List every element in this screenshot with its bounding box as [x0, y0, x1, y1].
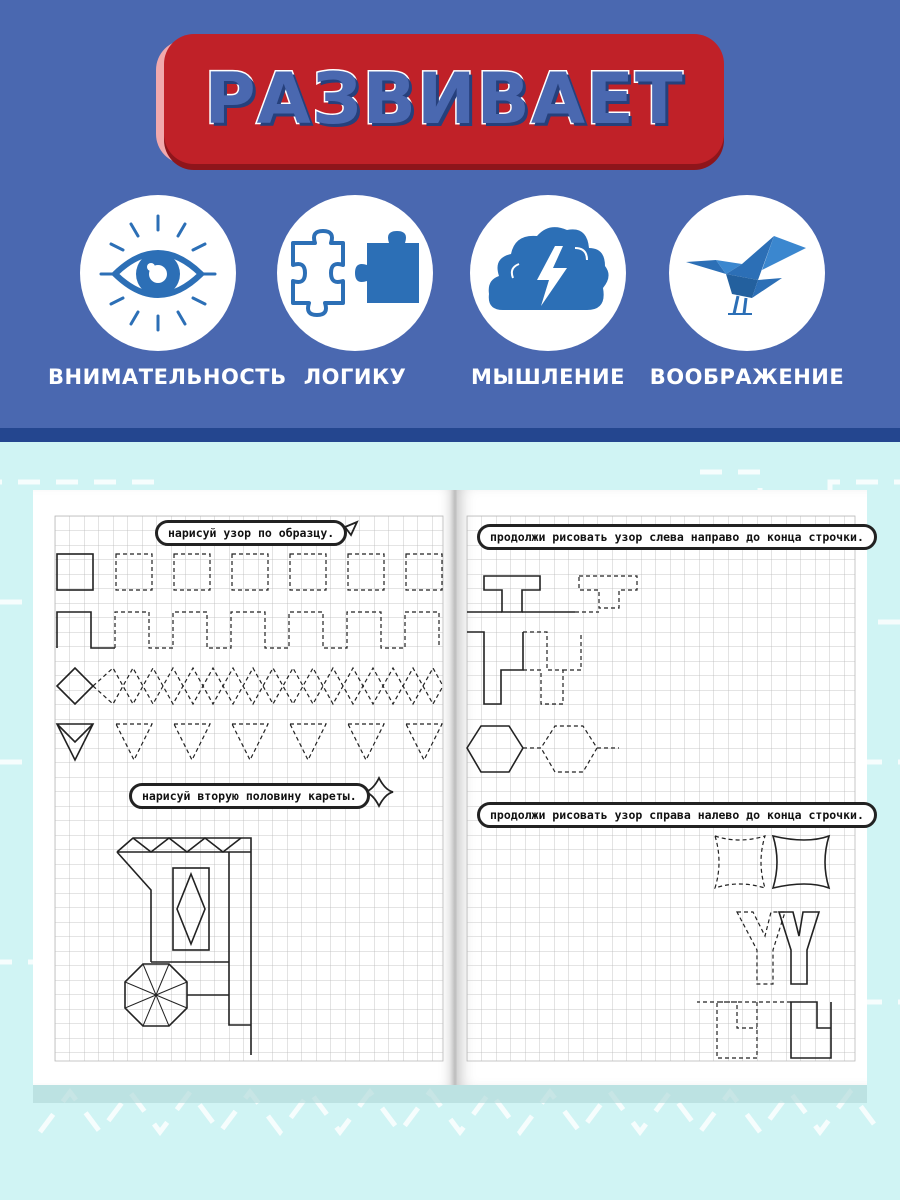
open-workbook — [33, 490, 867, 1085]
feature-imagination — [637, 195, 857, 405]
header-divider — [0, 428, 900, 442]
cloud-lightning-icon — [483, 218, 613, 328]
origami-bird-icon — [682, 218, 812, 328]
right-task-1: продолжи рисовать узор слева направо до конца строчки. — [477, 524, 877, 550]
right-page — [457, 490, 867, 1085]
feature-label: ЛОГИКУ — [303, 365, 407, 389]
book-shadow — [33, 1085, 867, 1103]
left-page — [33, 490, 453, 1085]
feature-label: ВНИМАТЕЛЬНОСТЬ — [48, 365, 287, 389]
feature-label: ВООБРАЖЕНИЕ — [649, 365, 845, 389]
puzzle-icon — [285, 223, 425, 323]
feature-circle — [669, 195, 825, 351]
feature-circle — [277, 195, 433, 351]
feature-thinking — [438, 195, 658, 405]
feature-circle — [470, 195, 626, 351]
feature-label: МЫШЛЕНИЕ — [471, 365, 625, 389]
feature-attention — [48, 195, 287, 405]
left-task-1: нарисуй узор по образцу. — [155, 520, 347, 546]
banner-title: РАЗВИВАЕТ — [204, 58, 684, 140]
left-task-2: нарисуй вторую половину кареты. — [129, 783, 370, 809]
right-page-drawing — [457, 490, 867, 1085]
feature-logic — [245, 195, 465, 405]
right-task-2: продолжи рисовать узор справа налево до конца строчки. — [477, 802, 877, 828]
eye-icon — [93, 208, 223, 338]
feature-circle — [80, 195, 236, 351]
